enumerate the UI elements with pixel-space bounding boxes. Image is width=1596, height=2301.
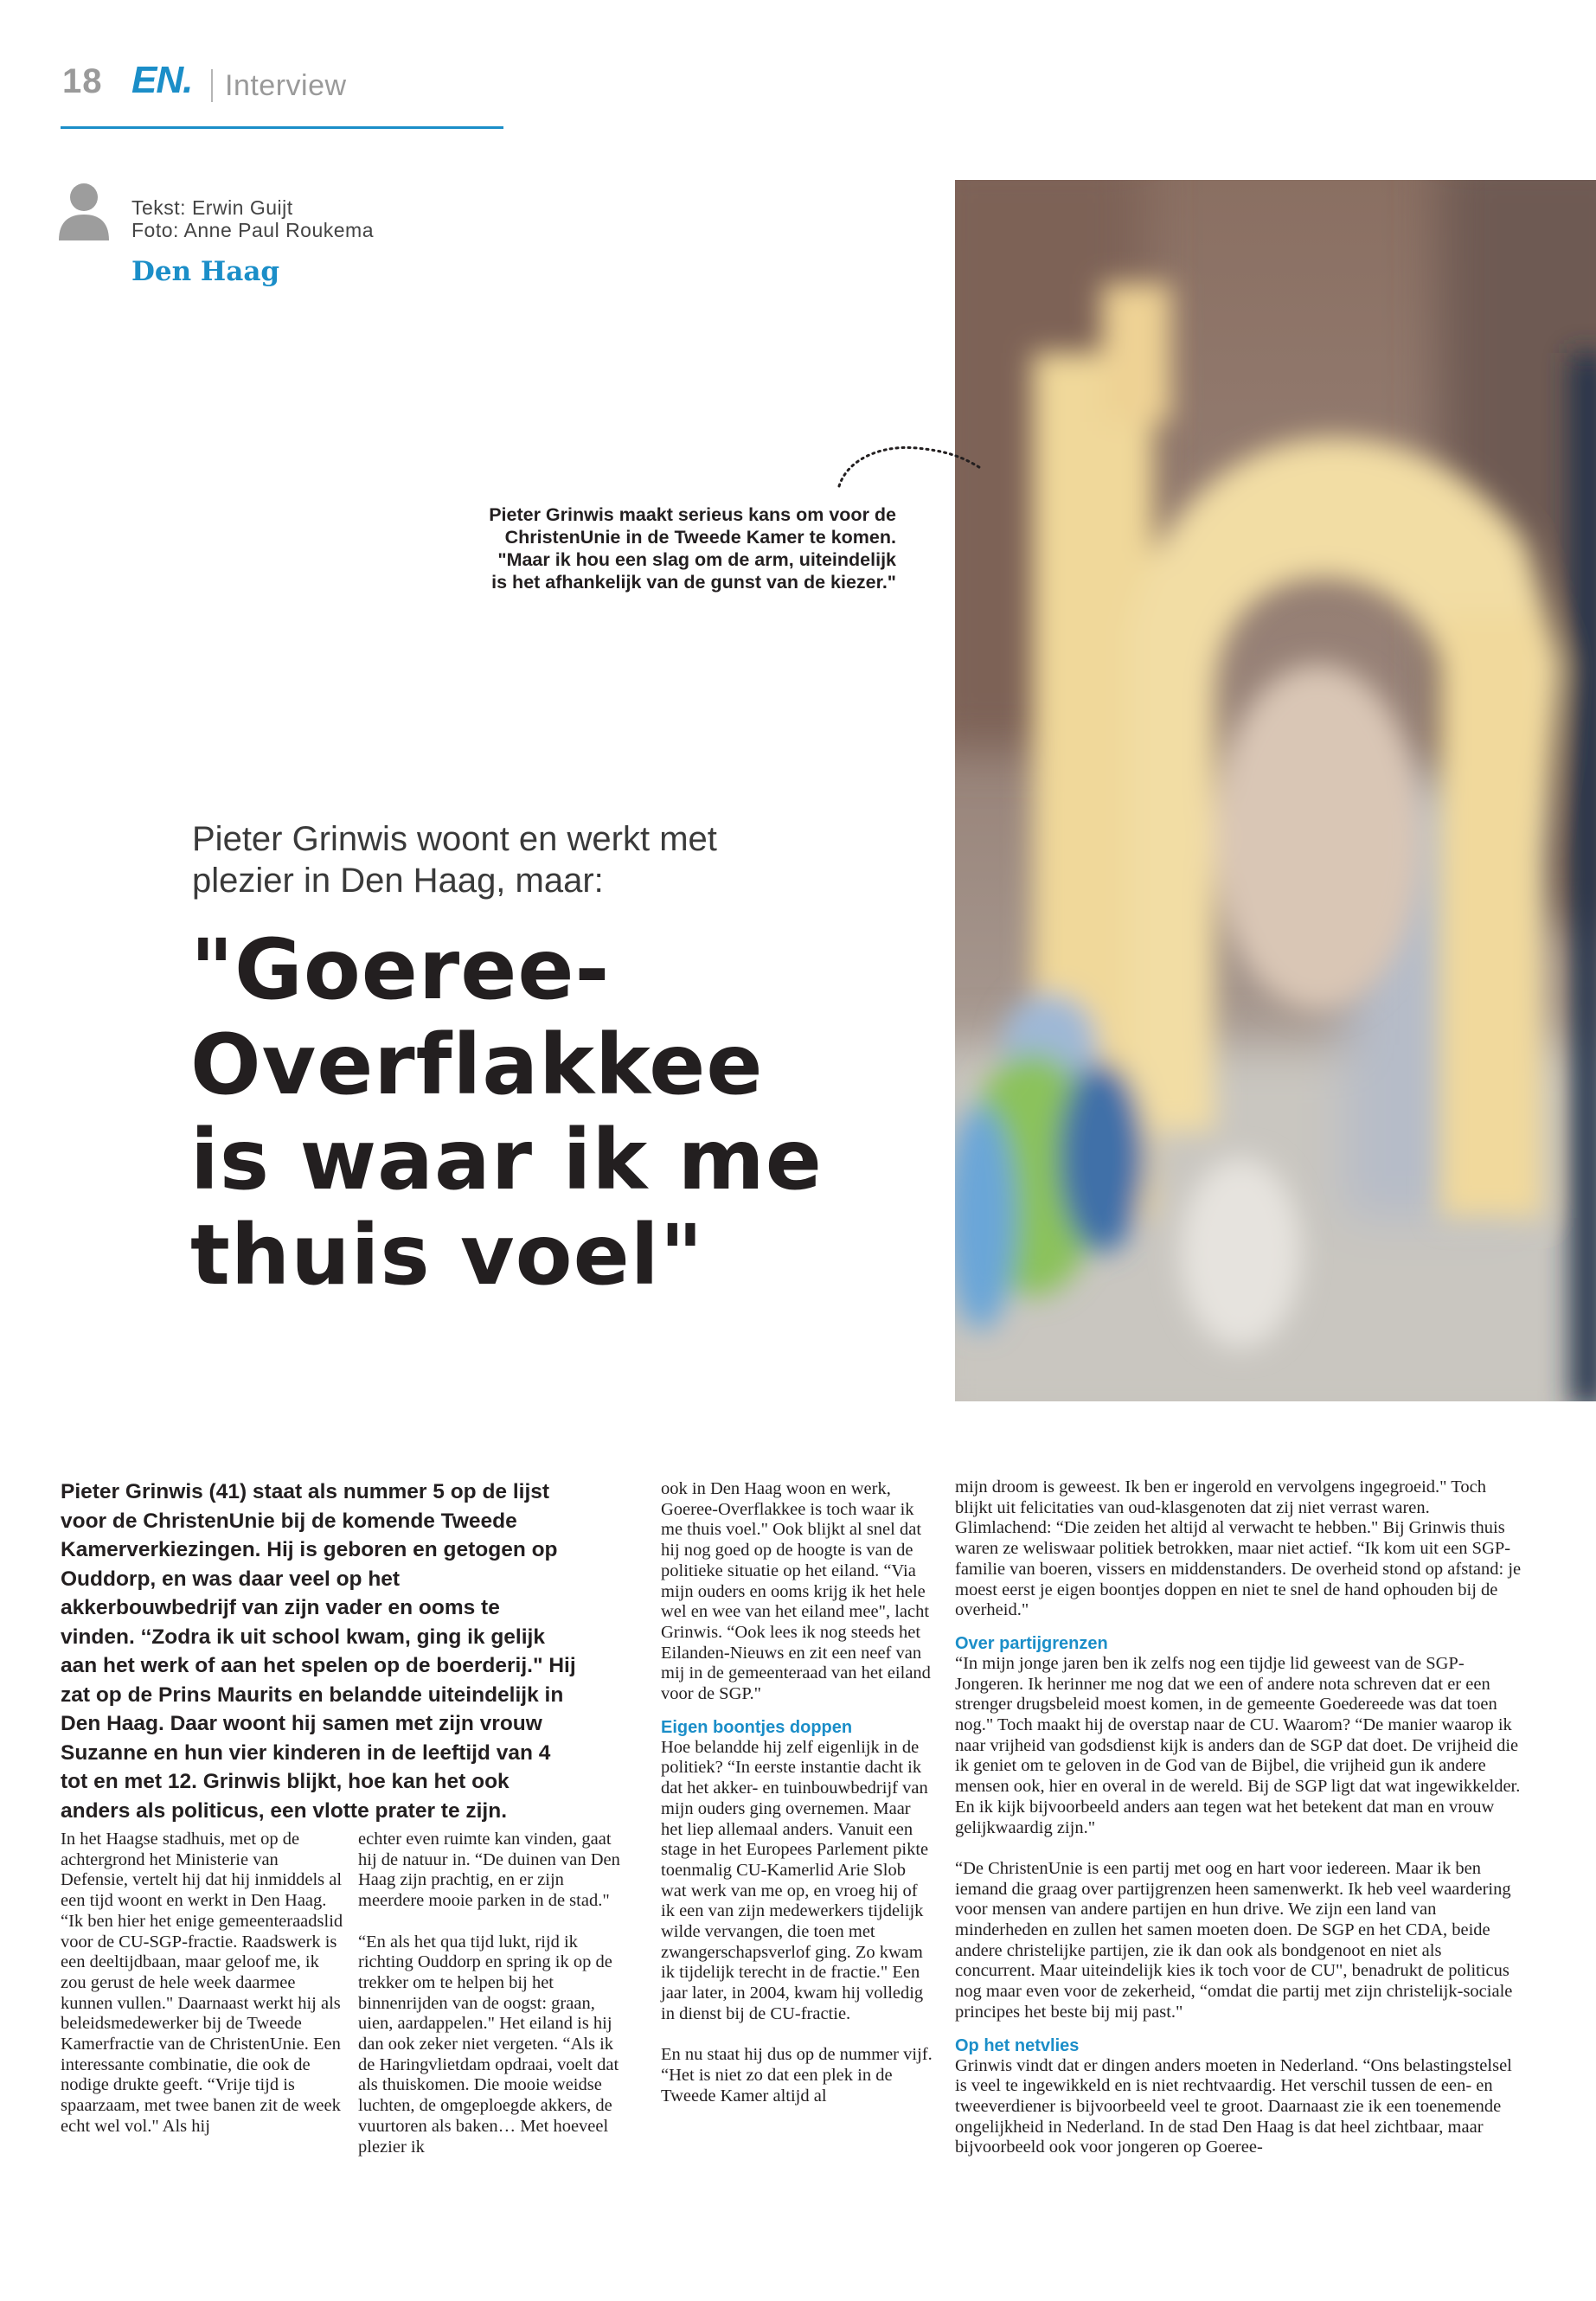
body-column-4 [955,1477,1526,2158]
paragraph: En nu staat hij dus op de nummer vijf. “Het is niet zo dat een plek in de Tweede Kamer altijd al [661,2045,933,2106]
subheading-over-partijgrenzen: Over partijgrenzen [955,1633,1108,1653]
paragraph: “In mijn jonge jaren ben ik zelfs nog een tijdje lid geweest van de SGP-Jongeren. Ik herinner me nog dat we een of andere nota schreven dat er een strenger drugsbeleid moest komen, in de gemeente Goedereede was dat toen nog." Toch maakt hij de overstap naar de CU. Waarom? “De manier waarop ik naar vrijheid van godsdienst kijk is anders dan de SGP dat doet. De vrijheid die ik geniet om te geloven in de God van de Bijbel, die vrijheid gun ik andere mensen ook, hier en overal in de wereld. Bij de SGP ligt dat wat ingewikkelder. En ik kijk bijvoorbeeld anders aan tegen wat het betekent dat man en vrouw gelijkwaardig zijn." [955,1653,1521,1837]
section-label: Interview [225,69,347,102]
text-credit: Tekst: Erwin Guijt [131,196,293,219]
person-icon [57,182,111,240]
magazine-logo: EN. [131,59,193,101]
location-label: Den Haag [131,256,280,287]
paragraph: ook in Den Haag woon en werk, Goeree-Overflakkee is toch waar ik me thuis voel." Ook blijkt al snel dat hij nog goed op de hoogte is van de politieke situatie op het eiland. “Via mijn ouders en ooms krijg ik het hele wel en wee van het eiland mee", lacht Grinwis. “Ook lees ik nog steeds het Eilanden-Nieuws en zit een neef van mij in de gemeenteraad van het eiland voor de SGP." [661,1479,931,1704]
paragraph: mijn droom is geweest. Ik ben er ingerold en vervolgens ingegroeid." Toch blijkt uit felicitaties van oud-klasgenoten dat zij niet verrast waren. Glimlachend: “Die zeiden het altijd al verwacht te hebben." Bij Grinwis thuis waren ze weliswaar politiek betrokken, maar niet actief. “Ik kom uit een SGP-familie van boeren, vissers en middenstanders. De overheid stond op afstand: je moest eerst je eigen boontjes doppen en niet te snel de hand ophouden bij de overheid." [955,1477,1522,1620]
body-column-2 [358,1830,631,2157]
photo-credit: Foto: Anne Paul Roukema [131,219,374,241]
pull-quote: Pieter Grinwis maakt serieus kans om voor de ChristenUnie in de Tweede Kamer te komen. "Maar ik hou een slag om de arm, uiteindelijk is het afhankelijk van de gunst van de kiezer." [489,504,896,593]
header-rule [61,126,503,129]
header-divider [211,69,213,102]
paragraph: In het Haagse stadhuis, met op de achtergrond het Ministerie van Defensie, vertelt hij dat hij inmiddels al een tijd woont en werkt in Den Haag. “Ik ben hier het enige gemeenteraadslid voor de CU-SGP-fractie. Raadswerk is een deeltijdbaan, maar geloof me, ik zou gerust de hele week daarmee kunnen vullen." Daarnaast werkt hij als beleidsmedewerker bij de Tweede Kamerfractie van de ChristenUnie. Een interessante combinatie, die ook de nodige drukte geeft. “Vrije tijd is spaarzaam, met twee banen zit de week echt wel vol." Als hij [61,1830,343,2136]
body-column-3 [661,1479,933,2106]
paragraph: echter even ruimte kan vinden, gaat hij de natuur in. “De duinen van Den Haag zijn prachtig, en er zijn meerdere mooie parken in de stad." [358,1830,620,1911]
page-number: 18 [62,62,103,100]
headline-intro: Pieter Grinwis woont en werkt met plezier in Den Haag, maar: [192,820,717,900]
body-column-1 [61,1830,346,2138]
subheading-eigen-boontjes: Eigen boontjes doppen [661,1717,853,1737]
article-photo [955,180,1596,1401]
paragraph: Grinwis vindt dat er dingen anders moeten in Nederland. “Ons belastingstelsel is veel te ingewikkeld en is niet rechtvaardig. Het verschil tussen de een- en tweeverdiener is bijvoorbeeld veel te groot. Daarnaast zie ik een toenemende ongelijkheid in Nederland. In de stad Den Haag is dat heel zichtbaar, maar bijvoorbeeld ook voor jongeren op Goeree- [955,2055,1512,2157]
headline: "Goeree- Overflakkee is waar ik me thuis voel" [190,921,823,1304]
dotted-arrow [830,433,986,493]
paragraph: Hoe belandde hij zelf eigenlijk in de politiek? “In eerste instantie dacht ik dat het akker- en tuinbouwbedrijf van mijn ouders ging overnemen. Maar het liep allemaal anders. Vanuit een stage in het Europees Parlement pikte toenmalig CU-Kamerlid Arie Slob wat werk van me op, en vroeg hij of ik een van zijn medewerkers tijdelijk wilde vervangen, die toen met zwangerschapsverlof ging. Zo kwam ik tijdelijk terecht in de fractie." Een jaar later, in 2004, kwam hij volledig in dienst bij de CU-fractie. [661,1737,929,2023]
subheading-op-het-netvlies: Op het netvlies [955,2035,1080,2055]
lede: Pieter Grinwis (41) staat als nummer 5 op de lijst voor de ChristenUnie bij de komende Tweede Kamerverkiezingen. Hij is geboren en getogen op Ouddorp, en was daar veel op het akkerbouwbedrijf van zijn vader en ooms te vinden. ‘‘Zodra ik uit school kwam, ging ik gelijk aan het werk of aan het spelen op de boerderij." Hij zat op de Prins Maurits en belandde uiteindelijk in Den Haag. Daar woont hij samen met zijn vrouw Suzanne en hun vier kinderen in de leeftijd van 4 tot en met 12. Grinwis blijkt, hoe kan het ook anders als politicus, een vlotte prater te zijn. [61,1480,576,1823]
paragraph: “De ChristenUnie is een partij met oog en hart voor iedereen. Maar ik ben iemand die graag over partijgrenzen heen samenwerkt. Ik heb veel waardering voor mensen van andere partijen en hun drive. We zijn een land van minderheden en zullen het samen moeten doen. De SGP en het CDA, beide andere christelijke partijen, zie ik dan ook als bondgenoot en niet als concurrent. Maar uiteindelijk kies ik toch voor de CU", benadrukt de politicus nog maar even voor de zekerheid, “omdat die partij met zijn christelijk-sociale principes het beste bij mij past." [955,1858,1513,2022]
paragraph: “En als het qua tijd lukt, rijd ik richting Ouddorp en spring ik op de trekker om te helpen bij het binnenrijden van de oogst: graan, uien, aardappelen." Het eiland is hij dan ook zeker niet vergeten. “Als ik de Haringvlietdam opdraai, voelt dat als thuiskomen. Die mooie weidse luchten, de omgeploegde akkers, de vuurtoren als baken… Met hoeveel plezier ik [358,1932,619,2157]
